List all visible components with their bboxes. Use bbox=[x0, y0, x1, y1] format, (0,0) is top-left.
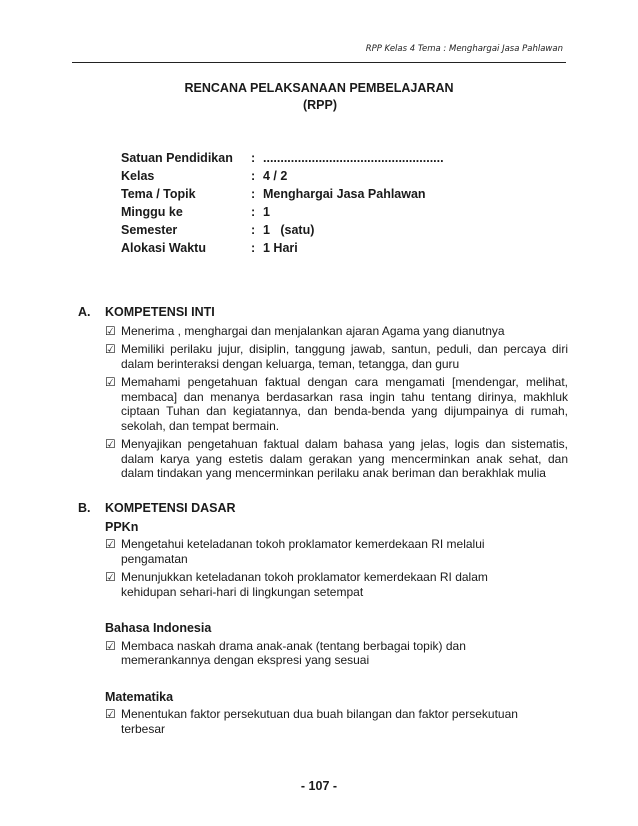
list-item bbox=[105, 375, 568, 433]
checkbox-icon: ☑ bbox=[105, 437, 116, 451]
identity-colon: : bbox=[251, 169, 256, 183]
identity-value: 1 (satu) bbox=[263, 223, 315, 237]
list-item-text: Menerima , menghargai dan menjalankan ajaran Agama yang dianutnya bbox=[121, 323, 505, 338]
running-header: RPP Kelas 4 Tema : Menghargai Jasa Pahlawan bbox=[365, 44, 563, 54]
section-heading bbox=[78, 305, 568, 320]
section-heading bbox=[78, 501, 568, 516]
document-title bbox=[0, 80, 638, 114]
identity-value: .................................................... bbox=[263, 151, 444, 165]
checkbox-icon: ☑ bbox=[105, 375, 116, 389]
subject-heading-bahasa-indonesia: Bahasa Indonesia bbox=[105, 621, 212, 635]
identity-label: Alokasi Waktu bbox=[121, 241, 206, 255]
list-item bbox=[105, 570, 525, 599]
identity-table bbox=[121, 149, 444, 257]
list-item-text: Menentukan faktor persekutuan dua buah bilangan dan faktor persekutuan terbesar bbox=[121, 707, 518, 736]
subject-heading-matematika: Matematika bbox=[105, 689, 174, 704]
list-item-text: Memiliki perilaku jujur, disiplin, tanggung jawab, santun, peduli, dan percaya diri dalam berinteraksi dengan keluarga, teman, tetangga, dan guru bbox=[121, 342, 568, 371]
identity-label: Minggu ke bbox=[121, 205, 183, 219]
subject-heading-ppkn: PPKn bbox=[105, 519, 139, 534]
list-item bbox=[105, 639, 505, 668]
identity-value: 4 / 2 bbox=[263, 169, 288, 183]
list-item-text: Mengetahui keteladanan tokoh proklamator kemerdekaan RI melalui pengamatan bbox=[121, 537, 485, 566]
identity-colon: : bbox=[251, 241, 256, 255]
title-line-1: RENCANA PELAKSANAAN PEMBELAJARAN bbox=[184, 81, 454, 95]
list-item-text: Membaca naskah drama anak-anak (tentang berbagai topik) dan memerankannya dengan ekspresi yang sesuai bbox=[121, 638, 466, 667]
section-title: KOMPETENSI INTI bbox=[105, 305, 215, 319]
identity-row bbox=[121, 149, 444, 167]
identity-colon: : bbox=[251, 205, 256, 219]
list-item bbox=[105, 537, 525, 566]
identity-colon: : bbox=[251, 187, 256, 201]
page-number: - 107 - bbox=[300, 779, 338, 793]
list-item-text: Menyajikan pengetahuan faktual dalam bahasa yang jelas, logis dan sistematis, dalam karya yang estetis dalam gerakan yang mencerminkan anak sehat, dan dalam tindakan yang mencerminkan perilaku anak beriman dan berakhlak mulia bbox=[121, 437, 568, 480]
identity-label: Kelas bbox=[121, 169, 155, 183]
identity-row bbox=[121, 167, 444, 185]
identity-label: Semester bbox=[121, 223, 178, 237]
identity-value: 1 Hari bbox=[263, 241, 298, 255]
list-item bbox=[105, 324, 568, 339]
identity-value: Menghargai Jasa Pahlawan bbox=[263, 187, 426, 201]
list-item-text: Memahami pengetahuan faktual dengan cara mengamati [mendengar, melihat, membaca] dan menanya berdasarkan rasa ingin tahu tentang dirinya, makhluk ciptaan Tuhan dan kegiatannya, dan benda-benda yang dijumpainya di rumah, sekolah, dan tempat bermain. bbox=[121, 375, 568, 433]
checkbox-icon: ☑ bbox=[105, 323, 116, 338]
identity-row bbox=[121, 239, 444, 257]
identity-row bbox=[121, 185, 444, 203]
list-item-text: Menunjukkan keteladanan tokoh proklamator kemerdekaan RI dalam kehidupan sehari-hari di lingkungan setempat bbox=[121, 570, 488, 599]
identity-colon: : bbox=[251, 151, 256, 165]
checkbox-icon: ☑ bbox=[105, 707, 116, 721]
title-line-2: (RPP) bbox=[302, 98, 338, 112]
checkbox-icon: ☑ bbox=[105, 537, 116, 551]
identity-label: Tema / Topik bbox=[121, 187, 196, 201]
list-item bbox=[105, 437, 568, 481]
identity-colon: : bbox=[251, 223, 256, 237]
section-kompetensi-inti bbox=[78, 305, 568, 485]
identity-row bbox=[121, 221, 444, 239]
section-letter: B. bbox=[78, 501, 91, 515]
list-item bbox=[105, 707, 545, 736]
section-letter: A. bbox=[78, 305, 91, 319]
identity-label: Satuan Pendidikan bbox=[121, 151, 233, 165]
identity-row bbox=[121, 203, 444, 221]
identity-value: 1 bbox=[263, 205, 270, 219]
section-title: KOMPETENSI DASAR bbox=[105, 501, 236, 515]
checkbox-icon: ☑ bbox=[105, 570, 116, 584]
header-rule bbox=[72, 62, 566, 63]
checkbox-icon: ☑ bbox=[105, 342, 116, 356]
checkbox-icon: ☑ bbox=[105, 638, 116, 653]
section-kompetensi-dasar bbox=[78, 501, 568, 740]
list-item bbox=[105, 342, 568, 371]
